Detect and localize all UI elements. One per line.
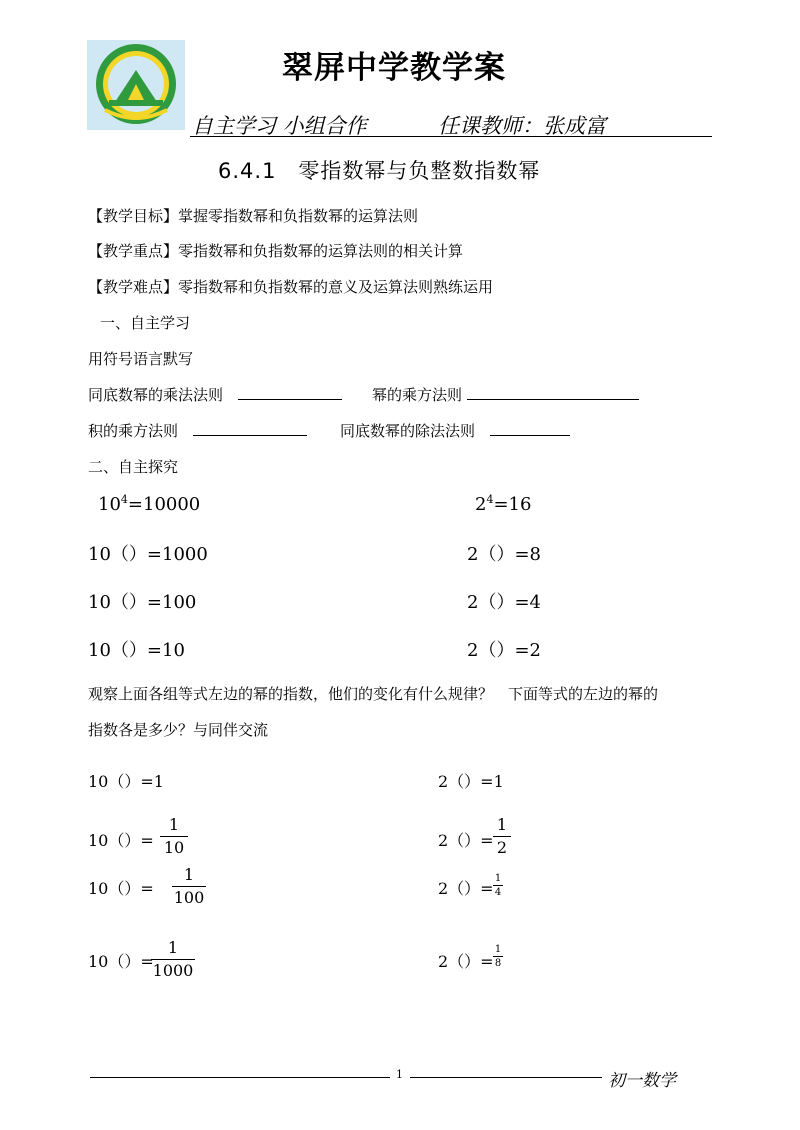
rule-division-label: 同底数幂的除法法则 bbox=[340, 422, 476, 440]
fraction-one-quarter-denominator: 4 bbox=[494, 887, 502, 898]
ten-row-1: 10（）=1000 bbox=[88, 544, 208, 565]
fraction-one-hundredth bbox=[172, 865, 206, 908]
fraction-one-half bbox=[493, 815, 511, 858]
teaching-difficulty: 【教学难点】零指数幂和负指数幂的意义及运算法则熟练运用 bbox=[88, 278, 494, 296]
example-two-result: =16 bbox=[493, 494, 532, 515]
fraction-one-thousandth-denominator: 1000 bbox=[152, 961, 194, 980]
fraction-one-eighth-denominator: 8 bbox=[494, 958, 502, 969]
fraction-one-hundredth-denominator: 100 bbox=[173, 888, 205, 907]
fraction-one-eighth-bar bbox=[493, 956, 503, 957]
section-1-heading: 一、自主学习 bbox=[100, 314, 191, 332]
fraction-one-quarter bbox=[493, 873, 503, 898]
fraction-one-quarter-bar bbox=[493, 885, 503, 886]
ten-neg2-prefix: 10（）= bbox=[88, 879, 154, 898]
fraction-one-quarter-numerator: 1 bbox=[494, 873, 502, 884]
rule-power-of-power-label: 幂的乘方法则 bbox=[372, 386, 463, 404]
fraction-one-tenth-bar bbox=[160, 836, 188, 837]
motto: 自主学习 小组合作 bbox=[192, 114, 367, 138]
fraction-one-half-numerator: 1 bbox=[496, 815, 508, 834]
blank-product-power[interactable] bbox=[193, 421, 307, 436]
example-two-power bbox=[475, 493, 531, 515]
ten-row-2: 10（）=100 bbox=[88, 592, 197, 613]
rule-division bbox=[340, 420, 570, 441]
example-two-exponent: 4 bbox=[486, 493, 494, 506]
blank-multiplication[interactable] bbox=[238, 385, 342, 400]
example-two-base: 2 bbox=[475, 494, 487, 515]
two-row-2: 2（）=4 bbox=[467, 592, 541, 613]
fraction-one-hundredth-numerator: 1 bbox=[183, 865, 195, 884]
two-neg1-prefix: 2（）= bbox=[438, 831, 494, 850]
rule-power-of-power bbox=[372, 384, 639, 405]
fraction-one-thousandth bbox=[151, 938, 195, 981]
two-neg2-prefix: 2（）= bbox=[438, 879, 494, 898]
rule-multiplication-label: 同底数幂的乘法法则 bbox=[88, 386, 224, 404]
ten-zero-row: 10（）=1 bbox=[88, 772, 164, 791]
lesson-title: 6.4.1 零指数幂与负整数指数幂 bbox=[218, 159, 541, 183]
section-2-heading: 二、自主探究 bbox=[88, 458, 179, 476]
teacher-name: 任课教师：张成富 bbox=[438, 114, 606, 138]
example-ten-result: =10000 bbox=[127, 494, 201, 515]
rule-product-power-label: 积的乘方法则 bbox=[88, 422, 179, 440]
header-divider bbox=[190, 136, 712, 137]
question-line-2: 指数各是多少？与同伴交流 bbox=[88, 721, 269, 739]
school-title: 翠屏中学教学案 bbox=[282, 50, 506, 86]
two-row-1: 2（）=8 bbox=[467, 544, 541, 565]
rule-product-power bbox=[88, 420, 307, 441]
example-ten-exponent: 4 bbox=[120, 493, 128, 506]
example-ten-power bbox=[98, 493, 200, 515]
question-line-1: 观察上面各组等式左边的幂的指数，他们的变化有什么规律？ 下面等式的左边的幂的 bbox=[88, 685, 659, 703]
two-neg3-prefix: 2（）= bbox=[438, 952, 494, 971]
fraction-one-eighth-numerator: 1 bbox=[494, 944, 502, 955]
teaching-key-point: 【教学重点】零指数幂和负指数幂的运算法则的相关计算 bbox=[88, 242, 464, 260]
fraction-one-half-denominator: 2 bbox=[496, 838, 508, 857]
fraction-one-thousandth-bar bbox=[151, 959, 195, 960]
instruction-text: 用符号语言默写 bbox=[88, 350, 194, 368]
two-zero-row: 2（）=1 bbox=[438, 772, 504, 791]
page-number: 1 bbox=[396, 1068, 403, 1081]
fraction-one-tenth-denominator: 10 bbox=[163, 838, 185, 857]
blank-power-of-power[interactable] bbox=[467, 385, 639, 400]
ten-row-3: 10（）=10 bbox=[88, 640, 185, 661]
footer-rule-left bbox=[90, 1077, 390, 1078]
example-ten-base: 10 bbox=[98, 494, 121, 515]
fraction-one-tenth-numerator: 1 bbox=[168, 815, 180, 834]
two-row-3: 2（）=2 bbox=[467, 640, 541, 661]
ten-neg1-prefix: 10（）= bbox=[88, 831, 154, 850]
fraction-one-tenth bbox=[160, 815, 188, 858]
teaching-goal: 【教学目标】掌握零指数幂和负指数幂的运算法则 bbox=[88, 207, 419, 225]
fraction-one-eighth bbox=[493, 944, 503, 969]
fraction-one-half-bar bbox=[493, 836, 511, 837]
footer-label: 初一数学 bbox=[608, 1071, 676, 1091]
blank-division[interactable] bbox=[490, 421, 570, 436]
rule-multiplication bbox=[88, 384, 342, 405]
footer-rule-right bbox=[410, 1077, 602, 1078]
fraction-one-hundredth-bar bbox=[172, 886, 206, 887]
ten-neg3-prefix: 10（）= bbox=[88, 952, 154, 971]
school-logo bbox=[87, 40, 185, 130]
fraction-one-thousandth-numerator: 1 bbox=[167, 938, 179, 957]
